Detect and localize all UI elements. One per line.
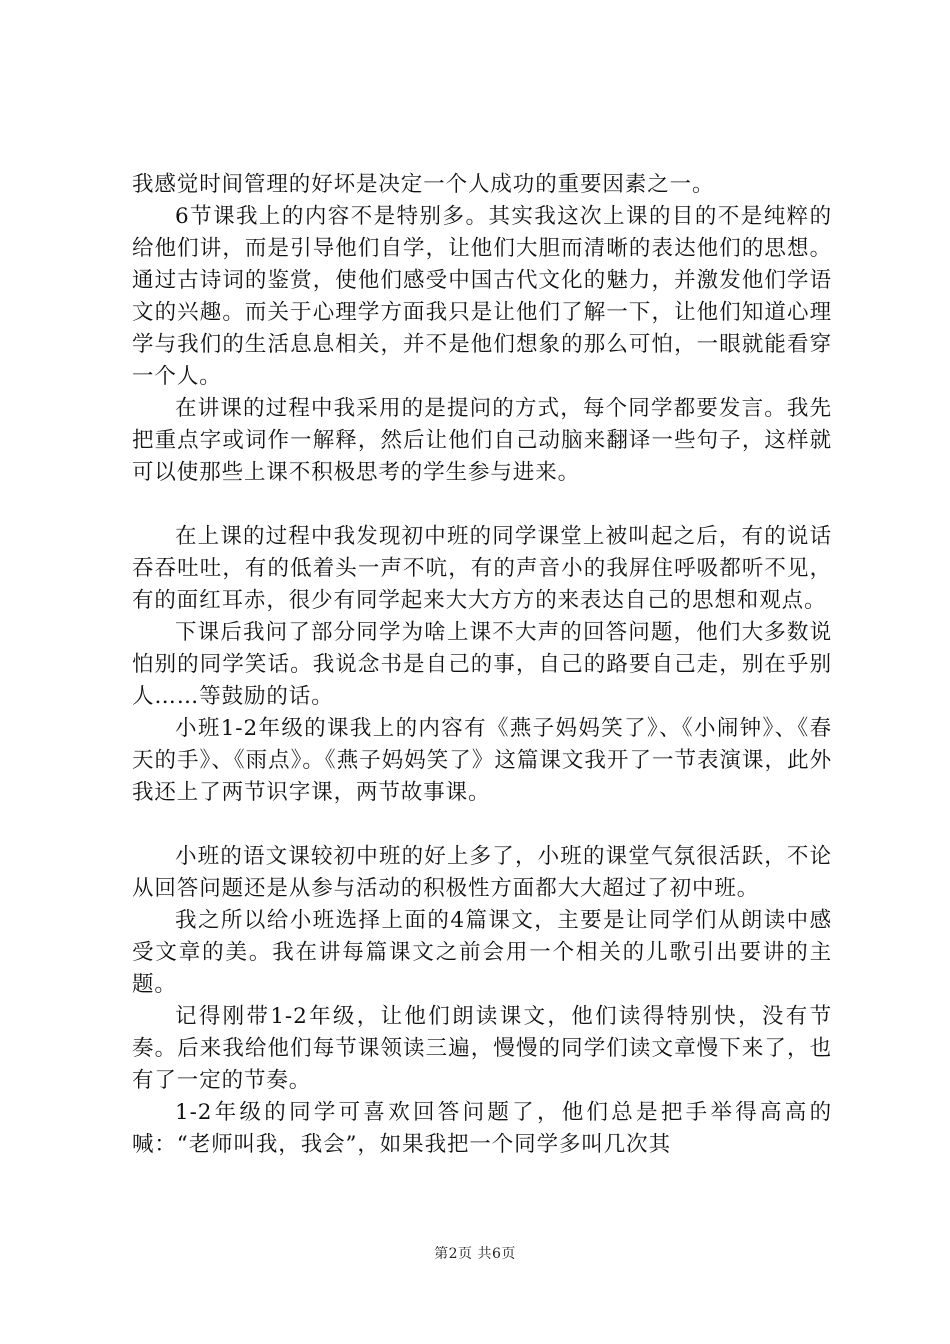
paragraph: 下课后我问了部分同学为啥上课不大声的回答问题，他们大多数说怕别的同学笑话。我说念书是自己的事，自己的路要自己走，别在乎别人……等鼓励的话。 [132, 620, 832, 709]
paragraph: 1-2年级的同学可喜欢回答问题了，他们总是把手举得高高的喊：“老师叫我，我会”，如果我把一个同学多叫几次其 [132, 1100, 832, 1157]
paragraph: 在上课的过程中我发现初中班的同学课堂上被叫起之后，有的说话吞吞吐吐，有的低着头一声不吭，有的声音小的我屏住呼吸都听不见，有的面红耳赤，很少有同学起来大大方方的来表达自己的思想和观点。 [132, 524, 832, 613]
paragraph-continuation: 我感觉时间管理的好坏是决定一个人成功的重要因素之一。 [132, 172, 715, 197]
paragraph: 我之所以给小班选择上面的4篇课文，主要是让同学们从朗读中感受文章的美。我在讲每篇课文之前会用一个相关的儿歌引出要讲的主题。 [132, 908, 832, 997]
page-number-footer: 第2页 共6页 [434, 1246, 516, 1262]
paragraph: 在讲课的过程中我采用的是提问的方式，每个同学都要发言。我先把重点字或词作一解释，然后让他们自己动脑来翻译一些句子，这样就可以使那些上课不积极思考的学生参与进来。 [132, 396, 832, 485]
paragraph: 小班1-2年级的课我上的内容有《燕子妈妈笑了》、《小闹钟》、《春天的手》、《雨点》。《燕子妈妈笑了》这篇课文我开了一节表演课，此外我还上了两节识字课，两节故事课。 [132, 716, 832, 805]
paragraph: 记得刚带1-2年级，让他们朗读课文，他们读得特别快，没有节奏。后来我给他们每节课领读三遍，慢慢的同学们读文章慢下来了，也有了一定的节奏。 [132, 1004, 832, 1093]
paragraph: 6节课我上的内容不是特别多。其实我这次上课的目的不是纯粹的给他们讲，而是引导他们自学，让他们大胆而清晰的表达他们的思想。通过古诗词的鉴赏，使他们感受中国古代文化的魅力，并激发他们学语文的兴趣。而关于心理学方面我只是让他们了解一下，让他们知道心理学与我们的生活息息相关，并不是他们想象的那么可怕，一眼就能看穿一个人。 [132, 204, 832, 389]
paragraph: 小班的语文课较初中班的好上多了，小班的课堂气氛很活跃，不论从回答问题还是从参与活动的积极性方面都大大超过了初中班。 [132, 844, 832, 901]
document-body [132, 169, 832, 1161]
